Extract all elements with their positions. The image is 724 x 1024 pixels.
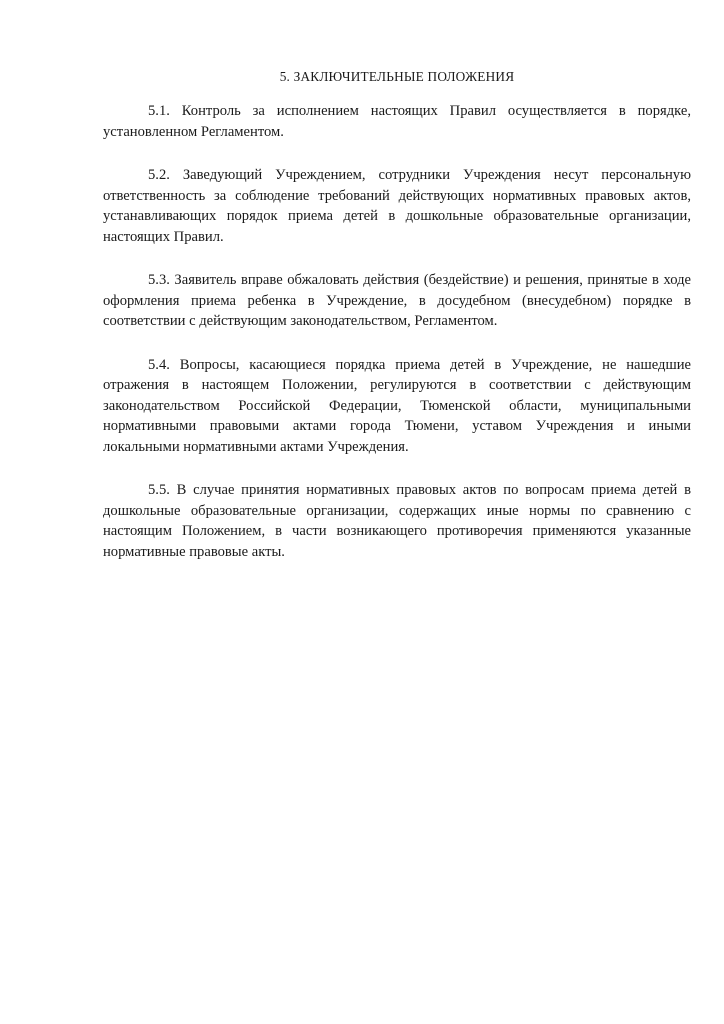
paragraph-5-1: 5.1. Контроль за исполнением настоящих Правил осуществляется в порядке, установленном Регламентом. (103, 103, 691, 140)
section-title: 5. ЗАКЛЮЧИТЕЛЬНЫЕ ПОЛОЖЕНИЯ (279, 69, 515, 84)
paragraph-5-3: 5.3. Заявитель вправе обжаловать действия (бездействие) и решения, принятые в ходе оформления приема ребенка в Учреждение, в досудебном (внесудебном) порядке в соответствии с действующим законодательством, Регламентом. (103, 272, 691, 329)
paragraph-5-4: 5.4. Вопросы, касающиеся порядка приема детей в Учреждение, не нашедшие отражения в настоящем Положении, регулируются в соответствии с действующим законодательством Российской Федерации, Тюменской области, муниципальными нормативными правовыми актами города Тюмени, уставом Учреждения и иными локальными нормативными актами Учреждения. (103, 356, 691, 455)
paragraph-5-2: 5.2. Заведующий Учреждением, сотрудники Учреждения несут персональную ответственность за соблюдение требований действующих нормативных правовых актов, устанавливающих порядок приема детей в дошкольные образовательные организации, настоящих Правил. (103, 167, 691, 245)
document-page (103, 68, 691, 585)
paragraph-5-5: 5.5. В случае принятия нормативных правовых актов по вопросам приема детей в дошкольные образовательные организации, содержащих иные нормы по сравнению с настоящим Положением, в части возникающего противоречия применяются указанные нормативные правовые акты. (103, 482, 691, 560)
